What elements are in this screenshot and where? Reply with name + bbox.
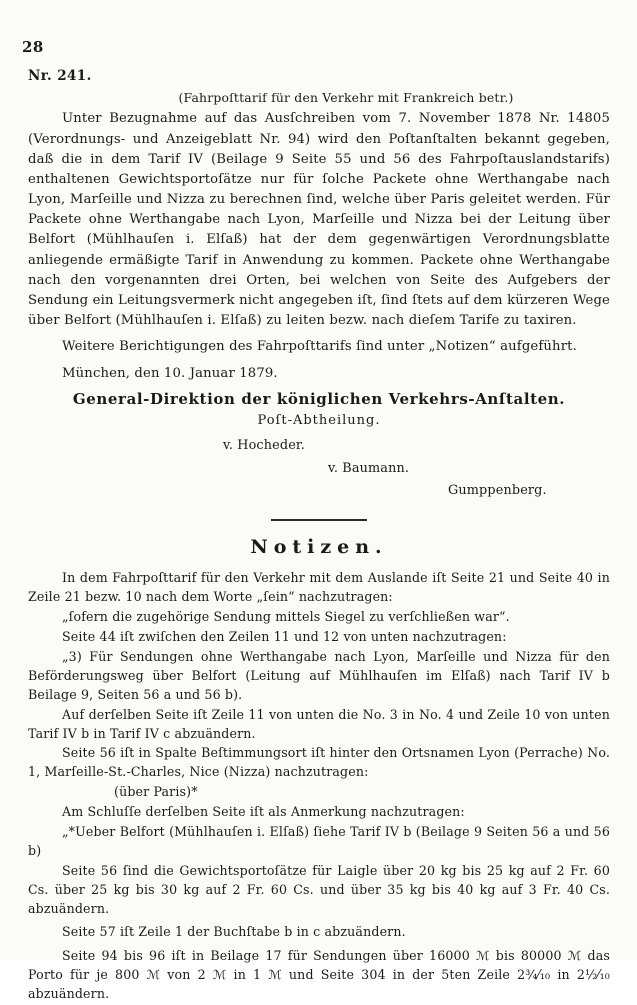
- issuing-authority: General-Direktion der königlichen Verkehrs-Anſtalten.: [72, 389, 566, 408]
- note-item: Seite 56 iſt in Spalte Beſtimmungsort iſt hinter den Ortsnamen Lyon (Perrache) No. 1, Marſeille-St.-Charles, Nice (Nizza) nachzutragen:: [28, 745, 610, 780]
- decree-paragraph: Weitere Berichtigungen des Fahrpoſttarifs ſind unter „Notizen“ aufgeführt.: [62, 339, 577, 355]
- note-item: „3) Für Sendungen ohne Werthangabe nach Lyon, Marſeille und Nizza für den Beförderungsweg über Belfort (Leitung auf Mühlhauſen im Elſaß) nach Tarif IV b Beilage 9, Seiten 56 a und 56 b).: [28, 648, 610, 702]
- note-item: „*Ueber Belfort (Mühlhauſen i. Elſaß) ſiehe Tarif IV b (Beilage 9 Seiten 56 a und 56 b): [28, 823, 610, 858]
- decree-date: München, den 10. Januar 1879.: [62, 365, 278, 381]
- note-item: Seite 56 ſind die Gewichtsportoſätze für Laigle über 20 kg bis 25 kg auf 2 Fr. 60 Cs. über 25 kg bis 30 kg auf 2 Fr. 60 Cs. und über 35 kg bis 40 kg auf 3 Fr. 40 Cs. abzuändern.: [28, 862, 610, 916]
- signature-hocheder: v. Hocheder.: [222, 438, 306, 454]
- note-item: Auf derſelben Seite iſt Zeile 11 von unten die No. 3 in No. 4 und Zeile 10 von unten Tarif IV b in Tarif IV c abzuändern.: [28, 706, 610, 741]
- decree-paragraph: Unter Bezugnahme auf das Ausſchreiben vom 7. November 1878 Nr. 14805 (Verordnungs- und Anzeigeblatt Nr. 94) wird den Poſtanſtalten bekannt gegeben, daß die in dem Tarif IV (Beilage 9 Seite 55 und 56 des Fahrpoſtauslandstarifs) enthaltenen Gewichtsportoſätze nur für ſolche Packete ohne Werthangabe nach Lyon, Marſeille und Nizza zu berechnen ſind, welche über Paris geleitet werden. Für Packete ohne Werthangabe nach Lyon, Marſeille und Nizza bei der Leitung über Belfort (Mühlhauſen i. Elſaß) hat der dem gegenwärtigen Verordnungsblatte anliegende ermäßigte Tarif in Anwendung zu kommen. Packete ohne Werthangabe nach den vorgenannten drei Orten, bei welchen von Seite des Aufgebers der Sendung ein Leitungsvermerk nicht angegeben iſt, ſind ſtets auf dem kürzeren Wege über Belfort (Mühlhauſen i. Elſaß) zu leiten bezw. nach dieſem Tarife zu taxiren.: [28, 111, 610, 329]
- notes-section: [28, 533, 610, 1004]
- note-item: In dem Fahrpoſttarif für den Verkehr mit dem Auslande iſt Seite 21 und Seite 40 in Zeile 21 bezw. 10 nach dem Worte „ſein“ nachzutragen:: [28, 570, 610, 605]
- note-item: Seite 94 bis 96 iſt in Beilage 17 für Sendungen über 16000 ℳ bis 80000 ℳ das Porto für je 800 ℳ von 2 ℳ in 1 ℳ und Seite 304 in der 5ten Zeile 2¾⁄₁₀ in 2½⁄₁₀ abzuändern.: [28, 948, 610, 1002]
- notes-title: Notizen.: [250, 535, 388, 558]
- decree-subject: (Fahrpoſttarif für den Verkehr mit Frankreich betr.): [178, 89, 514, 105]
- section-divider: [271, 519, 367, 521]
- department-label: Poſt-Abtheilung.: [257, 413, 381, 429]
- note-item: Am Schluſſe derſelben Seite iſt als Anmerkung nachzutragen:: [62, 804, 465, 820]
- page-content: [28, 66, 610, 1005]
- decree-number: Nr. 241.: [28, 68, 92, 84]
- page-number: 28: [22, 38, 44, 56]
- signature-gumppenberg: Gumppenberg.: [448, 483, 547, 499]
- note-item: Seite 57 iſt Zeile 1 der Buchſtabe b in c abzuändern.: [62, 924, 406, 940]
- signature-baumann: v. Baumann.: [328, 460, 410, 476]
- note-item: „ſofern die zugehörige Sendung mittels Siegel zu verſchließen war“.: [62, 609, 510, 625]
- note-item: Seite 44 iſt zwiſchen den Zeilen 11 und 12 von unten nachzutragen:: [62, 629, 507, 645]
- note-item: (über Paris)*: [114, 784, 198, 800]
